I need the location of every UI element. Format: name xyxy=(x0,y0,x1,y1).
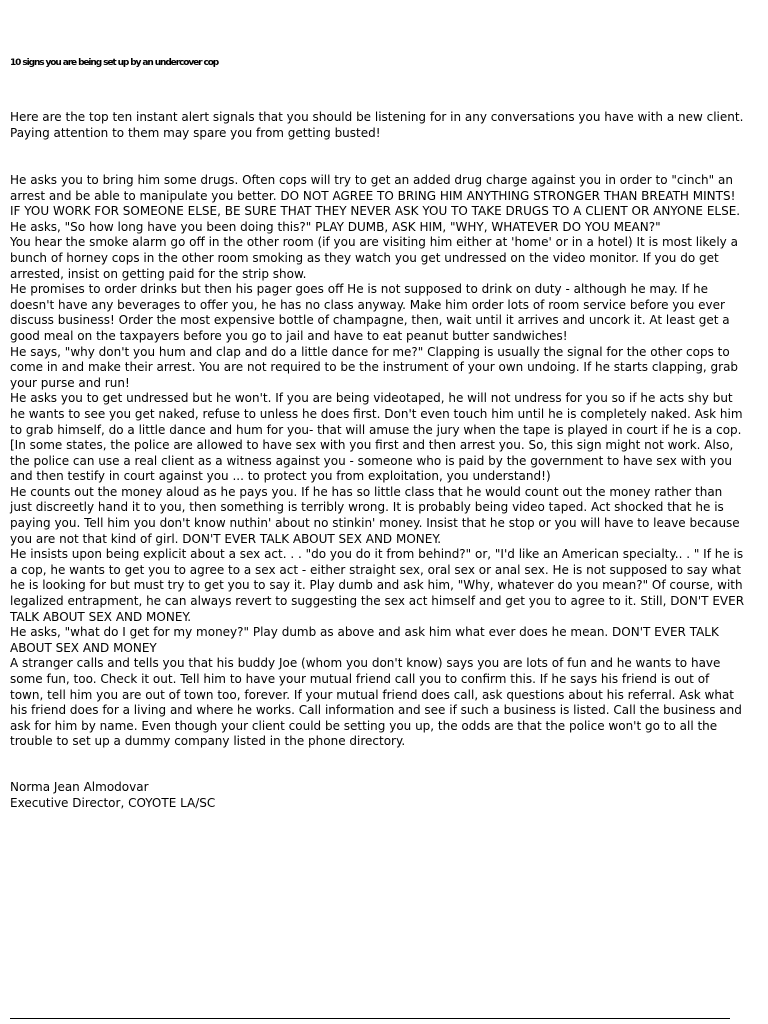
sign-item-7: He counts out the money aloud as he pays you. If he has so little class that he would count out the money rather than just discreetly hand it to you, then something is terribly wrong. It is probably being video taped. Act shocked that he is paying you. Tell him you don't know nuthin' about no stinkin' money. Insist that he stop or you will have to leave because you are not that kind of girl. DON'T EVER TALK ABOUT SEX AND MONEY. xyxy=(10,484,740,546)
signature-name: Norma Jean Almodovar xyxy=(10,780,149,794)
sign-item-9: He asks, "what do I get for my money?" Play dumb as above and ask him what ever does he mean. DON'T EVER TALK ABOUT SEX AND MONEY xyxy=(10,625,719,655)
sign-item-1: He asks you to bring him some drugs. Often cops will try to get an added drug charge against you in order to "cinch" an arrest and be able to manipulate you better. DO NOT AGREE TO BRING HIM ANYTHING STRONGER THAN BREATH MINTS! IF YOU WORK FOR SOMEONE ELSE, BE SURE THAT THEY NEVER ASK YOU TO TAKE DRUGS TO A CLIENT OR ANYONE ELSE. xyxy=(10,173,741,219)
intro-paragraph: Here are the top ten instant alert signals that you should be listening for in any conversations you have with a new client. Paying attention to them may spare you from getting busted! xyxy=(10,110,744,140)
sign-item-4: He promises to order drinks but then his pager goes off He is not supposed to drink on duty - although he may. If he doesn't have any beverages to offer you, he has no class anyway. Make him order lots of room service before you ever discuss business! Order the most expensive bottle of champagne, then, wait until it arrives and uncork it. At least get a good meal on the taxpayers before you go to jail and have to eat peanut butter sandwiches! xyxy=(10,282,730,343)
sign-item-6: He asks you to get undressed but he won't. If you are being videotaped, he will not undress for you so if he acts shy but he wants to see you get naked, refuse to unless he does first. Don't even touch him until he is completely naked. Ask him to grab himself, do a little dance and hum for you- that will amuse the jury when the tape is played in court if he is a cop. [In some states, the police are allowed to have sex with you first and then arrest you. So, this sign might not work. Also, the police can use a real client as a witness against you - someone who is paid by the government to have sex with you and then testify in court against you ... to protect you from exploitation, you understand!) xyxy=(10,391,743,484)
sign-item-5: He says, "why don't you hum and clap and do a little dance for me?" Clapping is usually the signal for the other cops to come in and make their arrest. You are not required to be the instrument of your own undoing. If he starts clapping, grab your purse and run! xyxy=(10,344,739,390)
document-title: 10 signs you are being set up by an undercover cop xyxy=(10,58,219,68)
sign-item-10: A stranger calls and tells you that his buddy Joe (whom you don't know) says you are lots of fun and he wants to have some fun, too. Check it out. Tell him to have your mutual friend call you to confirm this. If he says his friend is out of town, tell him you are out of town too, forever. If your mutual friend does call, ask questions about his referral. Ask what his friend does for a living and where he works. Call information and see if such a business is listed. Call the business and ask for him by name. Even though your client could be setting you up, the odds are that the police won't go to all the trouble to set up a dummy company listed in the phone directory. xyxy=(10,656,742,749)
sign-item-8: He insists upon being explicit about a sex act. . . "do you do it from behind?" or, "I'd like an American specialty.. . " If he is a cop, he wants to get you to agree to a sex act - either straight sex, oral sex or anal sex. He is not supposed to say what he is looking for but must try to get you to say it. Play dumb and ask him, "Why, whatever do you mean?" Of course, with legalized entrapment, he can always revert to suggesting the sex act himself and get you to agree to it. Still, DON'T EVER TALK ABOUT SEX AND MONEY. xyxy=(10,547,745,624)
signs-list xyxy=(10,173,745,750)
footer-divider xyxy=(10,1018,730,1019)
sign-item-3: You hear the smoke alarm go off in the other room (if you are visiting him either at 'home' or in a hotel) It is most likely a bunch of horney cops in the other room smoking as they watch you get undressed on the video monitor. If you do get arrested, insist on getting paid for the strip show. xyxy=(10,235,738,281)
sign-item-2: He asks, "So how long have you been doing this?" PLAY DUMB, ASK HIM, "WHY, WHATEVER DO YOU MEAN?" xyxy=(10,219,661,234)
signature-block xyxy=(10,779,510,811)
signature-role: Executive Director, COYOTE LA/SC xyxy=(10,796,216,810)
